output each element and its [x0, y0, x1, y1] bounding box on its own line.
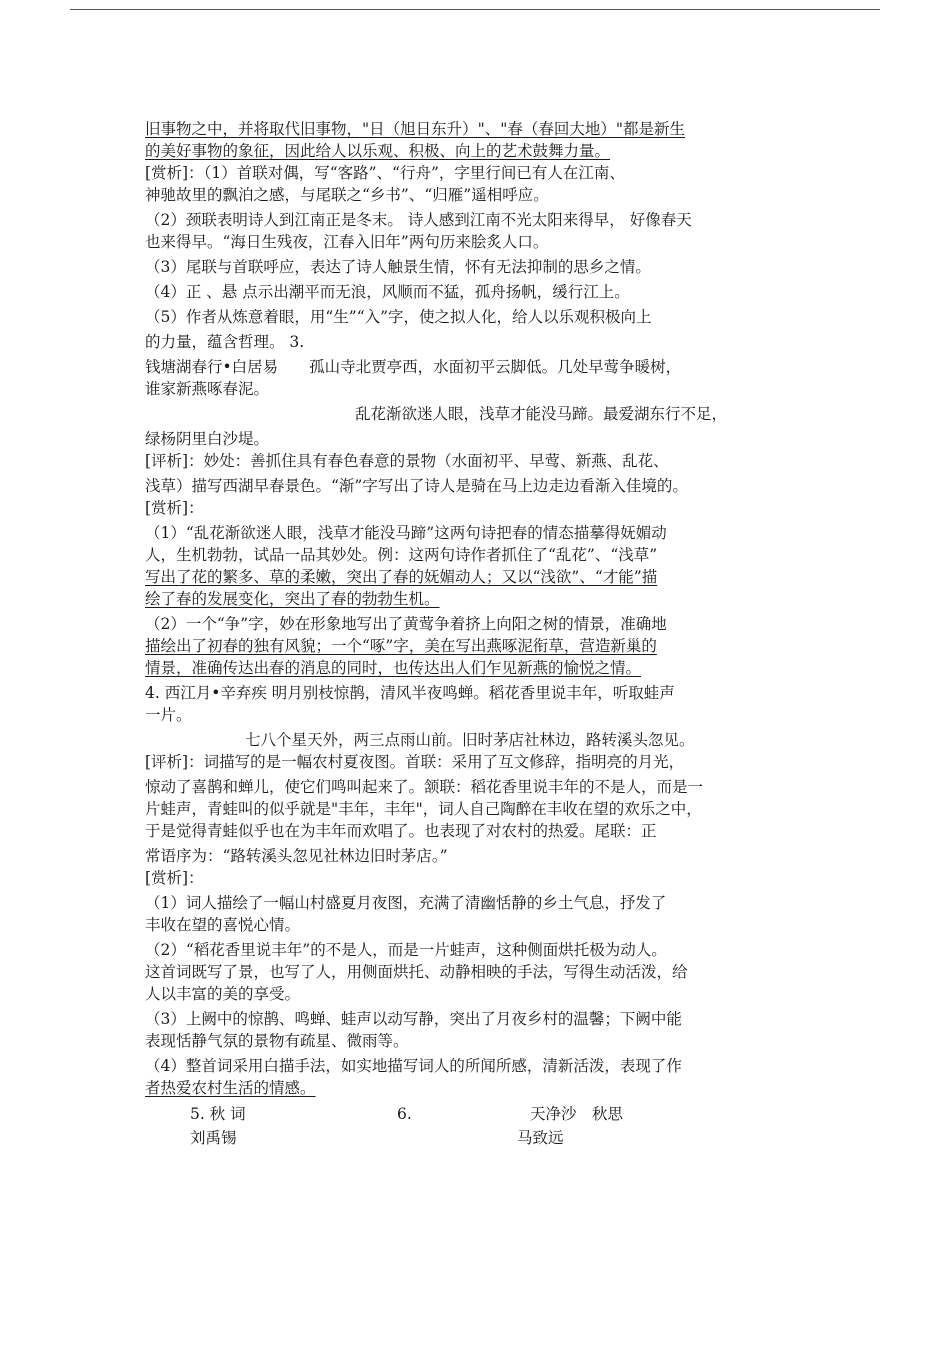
text-line: （1）“乱花渐欲迷人眼，浅草才能没马蹄”这两句诗把春的情态描摹得妩媚动	[145, 524, 667, 542]
text-line: 七八个星天外，两三点雨山前。旧时茅店社林边，路转溪头忽见。	[245, 731, 695, 749]
text-line: 人，生机勃勃，试品一品其妙处。例：这两句诗作者抓住了“乱花”、“浅草”	[145, 546, 658, 564]
text-line: （2）颈联表明诗人到江南正是冬末。 诗人感到江南不光太阳来得早， 好像春天	[145, 211, 692, 229]
top-rule	[70, 9, 880, 10]
item5-title: 5. 秋 词	[190, 1105, 246, 1123]
text-line: 惊动了喜鹊和蝉儿，使它们鸣叫起来了。颔联：稻花香里说丰年的不是人，而是一	[145, 778, 704, 796]
item5-author: 刘禹锡	[190, 1129, 237, 1147]
text-line: 表现恬静气氛的景物有疏星、微雨等。	[145, 1032, 409, 1050]
text-line: 绘了春的发展变化，突出了春的勃勃生机。	[145, 590, 440, 608]
text-line: [评析]：妙处：善抓住具有春色春意的景物（水面初平、早莺、新燕、乱花、	[145, 452, 669, 470]
text-line: 片蛙声，青蛙叫的似乎就是"丰年，丰年"，词人自己陶醉在丰收在望的欢乐之中，	[145, 800, 702, 818]
footer-row	[145, 1127, 810, 1151]
text-line: 常语序为：“路转溪头忽见社林边旧时茅店。”	[145, 847, 448, 865]
text-line: 一片。	[145, 706, 192, 724]
text-line: 描绘出了初春的独有风貌；一个“啄”字，美在写出燕啄泥衔草，营造新巢的	[145, 637, 657, 655]
text-line: 的力量，蕴含哲理。 3.	[145, 333, 305, 351]
item6-number: 6.	[397, 1105, 412, 1123]
text-line: 也来得早。“海日生残夜，江春入旧年”两句历来脍炙人口。	[145, 233, 549, 251]
text-line: 情景，准确传达出春的消息的同时，也传达出人们乍见新燕的愉悦之情。	[145, 659, 642, 677]
text-line: （1）词人描绘了一幅山村盛夏月夜图，充满了清幽恬静的乡土气息，抒发了	[145, 894, 667, 912]
text-line: 于是觉得青蛙似乎也在为丰年而欢唱了。也表现了对农村的热爱。尾联：正	[145, 822, 657, 840]
text-line: 者热爱农村生活的情感。	[145, 1079, 316, 1097]
text-line: 绿杨阴里白沙堤。	[145, 430, 270, 448]
text-line: 人以丰富的美的享受。	[145, 985, 301, 1003]
text-line: 这首词既写了景，也写了人，用侧面烘托、动静相映的手法，写得生动活泼，给	[145, 963, 688, 981]
text-line: 浅草）描写西湖早春景色。“渐”字写出了诗人是骑在马上边走边看渐入佳境的。	[145, 477, 688, 495]
text-line: [赏析]：（1）首联对偶，写“客路”、“行舟”，字里行间已有人在江南、	[145, 164, 625, 182]
poem-title-line: 钱塘湖春行•白居易 孤山寺北贾亭西，水面初平云脚低。几处早莺争暖树，	[145, 358, 682, 376]
item6-title: 天净沙 秋思	[530, 1105, 624, 1123]
text-line: （2）一个“争”字，妙在形象地写出了黄莺争着挤上向阳之树的情景，准确地	[145, 615, 667, 633]
text-line: （3）上阙中的惊鹊、鸣蝉、蛙声以动写静，突出了月夜乡村的温馨；下阙中能	[145, 1010, 682, 1028]
item6-author: 马致远	[517, 1129, 564, 1147]
text-line: 丰收在望的喜悦心情。	[145, 916, 301, 934]
text-line: （4）正 、悬 点示出潮平而无浪，风顺而不猛，孤舟扬帆，缓行江上。	[145, 283, 630, 301]
text-line: 谁家新燕啄春泥。	[145, 380, 270, 398]
text-line: [赏析]：	[145, 499, 204, 517]
text-line: 旧事物之中，并将取代旧事物，"日（旭日东升）"、"春（春回大地）"都是新生	[145, 120, 686, 138]
text-line: 的美好事物的象征，因此给人以乐观、积极、向上的艺术鼓舞力量。	[145, 142, 611, 160]
footer-row	[145, 1103, 810, 1127]
text-line: 乱花渐欲迷人眼，浅草才能没马蹄。最爱湖东行不足，	[355, 405, 728, 423]
text-line: （2）“稻花香里说丰年”的不是人，而是一片蛙声，这种侧面烘托极为动人。	[145, 941, 667, 959]
text-line: （3）尾联与首联呼应，表达了诗人触景生情，怀有无法抑制的思乡之情。	[145, 258, 651, 276]
text-line: 写出了花的繁多、草的柔嫩，突出了春的妩媚动人；又以“浅欲”、“才能”描	[145, 568, 658, 586]
text-line: [赏析]：	[145, 869, 204, 887]
text-line: 神驰故里的飘泊之感，与尾联之“乡书”、“归雁”遥相呼应。	[145, 186, 549, 204]
text-line: （5）作者从炼意着眼，用“生”“入”字，使之拟人化，给人以乐观积极向上	[145, 308, 652, 326]
text-line: （4）整首词采用白描手法，如实地描写词人的所闻所感，清新活泼，表现了作	[145, 1057, 682, 1075]
document-body	[145, 118, 810, 1151]
poem-title-line: 4. 西江月•辛弃疾 明月别枝惊鹊，清风半夜鸣蝉。稻花香里说丰年，听取蛙声	[145, 684, 675, 702]
text-line: [评析]：词描写的是一幅农村夏夜图。首联：采用了互文修辞，指明亮的月光，	[145, 753, 685, 771]
